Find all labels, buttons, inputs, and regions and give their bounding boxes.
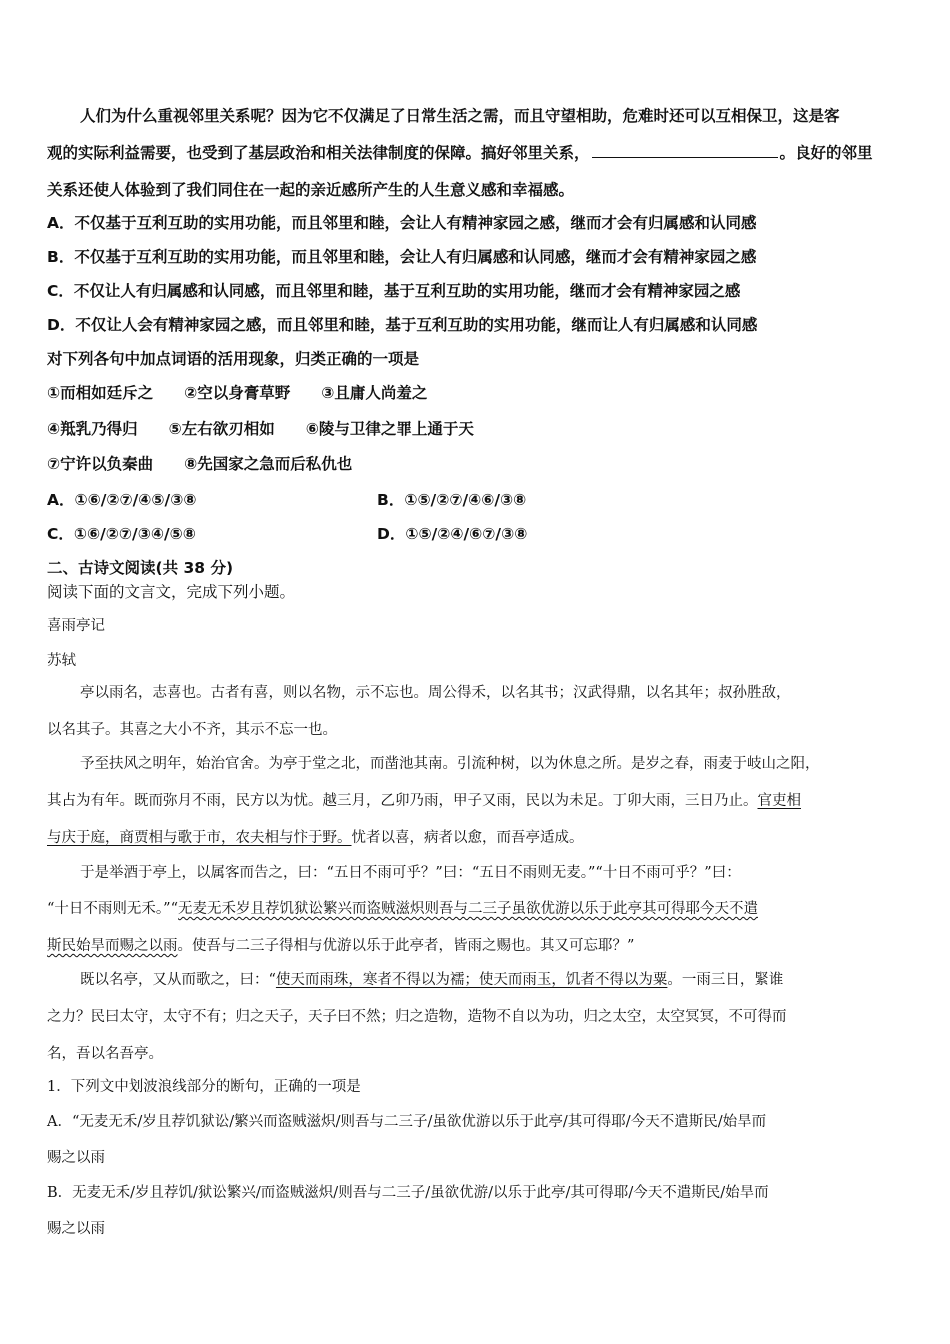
answer-blank [592, 143, 778, 158]
passage-p4-line-2: 之力？民曰太守，太守不有；归之天子，天子曰不然；归之造物，造物不自以为功，归之太空，太空冥冥，不可得而 [47, 1009, 787, 1025]
question-1-option-a-line-1: A．“无麦无禾/岁且荐饥狱讼/繁兴而盗贼滋炽/则吾与二三子/虽欲优游以乐于此亭/其可得耶/今天不遣斯民/始旱而 [47, 1114, 767, 1130]
passage-p2-line-1: 予至扶风之明年，始治官舍。为亭于堂之北，而凿池其南。引流种树，以为休息之所。是岁之春，雨麦于岐山之阳， [80, 756, 820, 772]
passage-p3-line-2-text: “十日不雨则无禾。”“ [47, 901, 178, 917]
question-1-option-b-line-1: B．无麦无禾/岁且荐饥/狱讼繁兴/而盗贼滋炽/则吾与二三子/虽欲优游/以乐于此亭/其可得耶/今天不遣斯民/始旱而 [47, 1185, 769, 1201]
passage-p1-line-2: 以名其子。其喜之大小不齐，其示不忘一也。 [47, 722, 337, 738]
word-question-option-b: B．①⑤/②⑦/④⑥/③⑧ [377, 491, 527, 509]
passage-p2-line-3 [47, 826, 584, 847]
fill-question-text-before-blank: 观的实际利益需要，也受到了基层政治和相关法律制度的保障。搞好邻里关系， [47, 144, 590, 162]
word-question-option-a: A．①⑥/②⑦/④⑤/③⑧ [47, 491, 197, 509]
word-question-option-c: C．①⑥/②⑦/③④/⑤⑧ [47, 525, 196, 543]
passage-p4-line-1-tail: 。一雨三日，緊谁 [667, 972, 784, 988]
fill-question-text-after-blank: 。良好的邻里 [779, 144, 873, 162]
passage-p2-line-2 [47, 789, 801, 810]
passage-title: 喜雨亭记 [47, 618, 105, 634]
section-heading: 二、古诗文阅读(共 38 分) [47, 559, 234, 577]
question-1-option-b-line-2: 赐之以雨 [47, 1221, 105, 1237]
fill-question-option-d: D．不仅让人会有精神家园之感，而且邻里和睦，基于互利互助的实用功能，继而让人有归属感和认同感 [47, 316, 758, 334]
fill-question-option-a: A．不仅基于互利互助的实用功能，而且邻里和睦，会让人有精神家园之感，继而才会有归属感和认同感 [47, 214, 757, 232]
word-question-stem: 对下列各句中加点词语的活用现象，归类正确的一项是 [47, 350, 420, 368]
word-question-sentences-row-3: ⑦宁许以负秦曲 ⑧先国家之急而后私仇也 [47, 455, 353, 473]
passage-p3-line-1: 于是举酒于亭上，以属客而告之，曰：“五日不雨可乎？”曰：“五日不雨则无麦。”“十日不雨可乎？”曰： [80, 865, 741, 881]
passage-p4-line-3: 名，吾以名吾亭。 [47, 1046, 163, 1062]
passage-p3-line-2 [47, 897, 758, 918]
question-1-option-a-line-2: 赐之以雨 [47, 1150, 105, 1166]
word-question-option-d: D．①⑤/②④/⑥⑦/③⑧ [377, 525, 528, 543]
fill-question-paragraph-line-3: 关系还使人体验到了我们同住在一起的亲近感所产生的人生意义感和幸福感。 [47, 181, 575, 199]
question-1-stem: 1．下列文中划波浪线部分的断句，正确的一项是 [47, 1079, 361, 1095]
fill-question-paragraph-line-1: 人们为什么重视邻里关系呢？因为它不仅满足了日常生活之需，而且守望相助，危难时还可以互相保卫，这是客 [80, 107, 840, 125]
wavy-underlined-passage: 无麦无禾岁且荐饥狱讼繁兴而盗贼滋炽则吾与二三子虽欲优游以乐于此亭其可得耶今天不遣 [178, 901, 758, 917]
reading-instruction: 阅读下面的文言文，完成下列小题。 [47, 583, 296, 601]
passage-p2-line-3-text: 忧者以喜，病者以愈，而吾亭适成。 [351, 830, 584, 846]
fill-question-option-c: C．不仅让人有归属感和认同感，而且邻里和睦，基于互利互助的实用功能，继而才会有精神家园之感 [47, 282, 741, 300]
underlined-sentence: 官吏相 [757, 793, 801, 809]
passage-author: 苏轼 [47, 653, 76, 669]
passage-p2-line-2-text: 其占为有年。既而弥月不雨，民方以为忧。越三月，乙卯乃雨，甲子又雨，民以为未足。丁卯大雨，三日乃止。 [47, 793, 758, 809]
fill-question-paragraph-line-2 [47, 141, 873, 163]
underlined-sentence-continued: 与庆于庭，商贾相与歌于市，农夫相与忭于野。 [47, 830, 352, 846]
passage-p3-line-3-text: 。使吾与二三子得相与优游以乐于此亭者，皆雨之赐也。其又可忘耶？” [177, 938, 635, 954]
passage-p1-line-1: 亭以雨名，志喜也。古者有喜，则以名物，示不忘也。周公得禾，以名其书；汉武得鼎，以名其年；叔孙胜敌， [80, 685, 791, 701]
word-question-sentences-row-1: ①而相如廷斥之 ②空以身膏草野 ③且庸人尚羞之 [47, 384, 428, 402]
fill-question-option-b: B．不仅基于互利互助的实用功能，而且邻里和睦，会让人有归属感和认同感，继而才会有精神家园之感 [47, 248, 757, 266]
passage-p4-line-1-text: 既以名亭，又从而歌之，曰：“ [80, 972, 276, 988]
wavy-underlined-passage-continued: 斯民始旱而赐之以雨 [47, 938, 178, 954]
word-question-sentences-row-2: ④羝乳乃得归 ⑤左右欲刃相如 ⑥陵与卫律之罪上通于天 [47, 420, 474, 438]
passage-p4-line-1 [80, 968, 783, 989]
underlined-song-lyric: 使天而雨珠，寒者不得以为襦；使天而雨玉，饥者不得以为粟 [275, 972, 668, 988]
passage-p3-line-3 [47, 934, 634, 955]
